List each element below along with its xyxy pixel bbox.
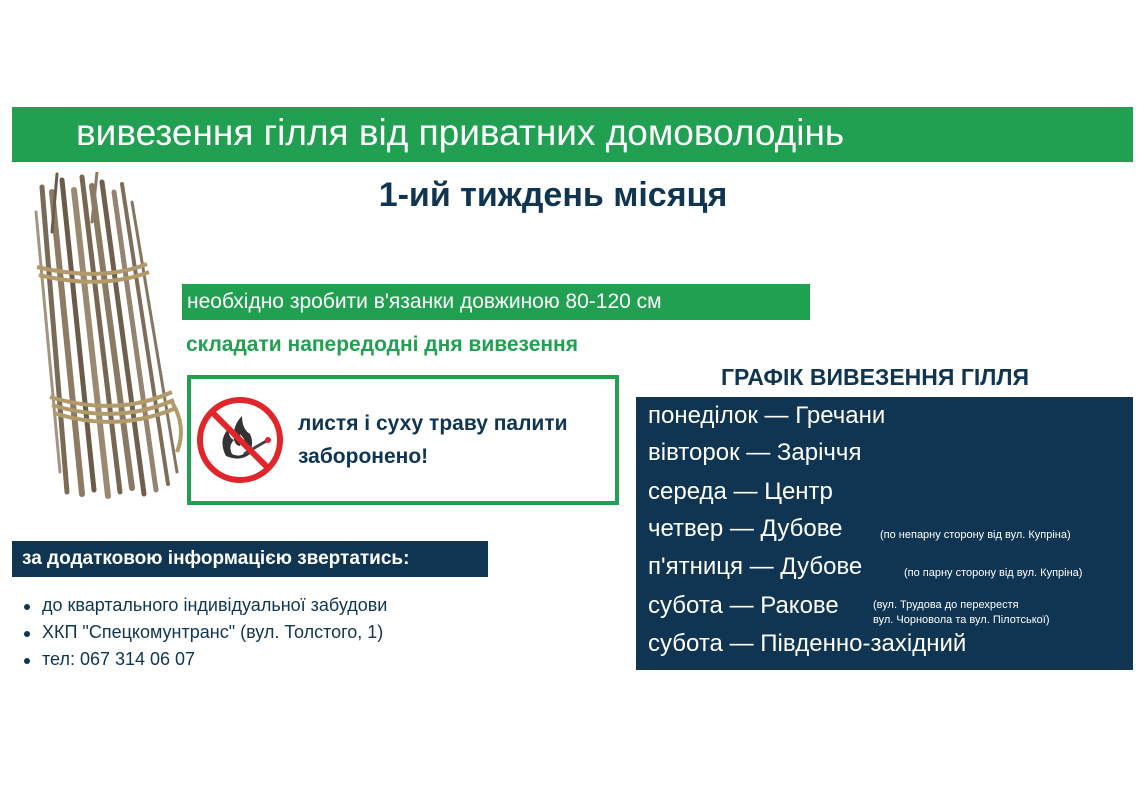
- no-fire-icon: [196, 396, 284, 484]
- schedule-title: ГРАФІК ВИВЕЗЕННЯ ГІЛЛЯ: [721, 364, 1030, 390]
- subtitle-text: 1-ий тиждень місяця: [378, 176, 728, 214]
- schedule-row: [648, 630, 966, 658]
- schedule-row-text: понеділок — Гречани: [648, 402, 886, 429]
- bundle-length-requirement: [182, 284, 810, 320]
- schedule-row-text: середа — Центр: [648, 478, 833, 505]
- list-item: до квартального індивідуальної забудови: [22, 592, 387, 619]
- burning-warning-text: [298, 407, 608, 473]
- schedule-row: [648, 515, 843, 543]
- warning-line-2: заборонено!: [298, 445, 429, 468]
- contact-label: [12, 541, 488, 577]
- list-item: ХКП "Спецкомунтранс" (вул. Толстого, 1): [22, 619, 387, 646]
- schedule-row-note: (вул. Трудова до перехрестя: [873, 599, 1019, 611]
- schedule-row-note-2: вул. Чорновола та вул. Пілотської): [873, 614, 1050, 626]
- contact-list: [22, 592, 387, 673]
- timing-requirement: складати напередодні дня вивезення: [186, 333, 578, 356]
- schedule-row-text: п'ятниця — Дубове: [648, 553, 863, 580]
- title-banner: [12, 107, 1133, 162]
- schedule-row: [648, 553, 862, 581]
- schedule-row-note: (по парну сторону від вул. Купріна): [904, 567, 1083, 579]
- schedule-panel: [636, 397, 1133, 670]
- schedule-row-text: вівторок — Заріччя: [648, 439, 862, 466]
- page-title: вивезення гілля від приватних домоволодінь: [76, 112, 845, 153]
- warning-line-1: листя і суху траву палити: [298, 412, 568, 435]
- schedule-row-note: (по непарну сторону від вул. Купріна): [880, 529, 1071, 541]
- schedule-row-text: субота — Південно-західний: [648, 630, 967, 657]
- schedule-row: [648, 402, 885, 430]
- schedule-row: [648, 478, 833, 506]
- schedule-row: [648, 439, 861, 467]
- list-item: тел: 067 314 06 07: [22, 646, 387, 673]
- schedule-row-text: субота — Ракове: [648, 592, 839, 619]
- schedule-row-text: четвер — Дубове: [648, 515, 843, 542]
- branch-bundle-image: [22, 172, 192, 502]
- bundle-length-text: необхідно зробити в'язанки довжиною 80-120 см: [187, 290, 662, 313]
- contact-label-text: за додатковою інформацією звертатись:: [22, 548, 410, 569]
- schedule-row: [648, 592, 839, 620]
